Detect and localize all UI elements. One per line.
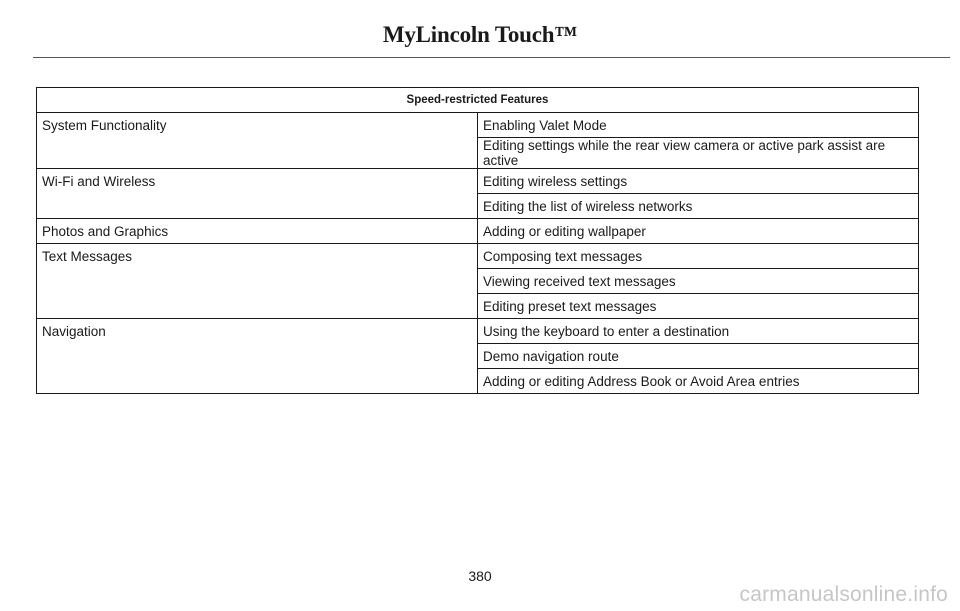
feature-cell: Composing text messages [478,244,919,269]
header-divider [33,57,950,58]
feature-cell: Adding or editing wallpaper [478,219,919,244]
feature-cell: Editing settings while the rear view camera or active park assist are active [478,138,919,169]
feature-cell: Editing preset text messages [478,294,919,319]
feature-cell: Using the keyboard to enter a destination [478,319,919,344]
feature-cell: Enabling Valet Mode [478,113,919,138]
page-number: 380 [468,568,492,584]
speed-restricted-features-table [36,87,919,394]
feature-cell: Editing wireless settings [478,169,919,194]
feature-cell: Adding or editing Address Book or Avoid Area entries [478,369,919,394]
category-cell: Navigation [37,319,478,394]
table-row [37,113,919,138]
page-title: MyLincoln Touch™ [382,22,578,47]
category-cell: Text Messages [37,244,478,319]
table-row [37,169,919,194]
watermark: carmanualsonline.info [739,583,948,606]
table-caption: Speed-restricted Features [37,88,919,113]
table-row [37,319,919,344]
table-row [37,219,919,244]
table-body [37,113,919,394]
category-cell: Photos and Graphics [37,219,478,244]
category-cell: Wi-Fi and Wireless [37,169,478,219]
feature-cell: Viewing received text messages [478,269,919,294]
feature-cell: Editing the list of wireless networks [478,194,919,219]
table-row [37,244,919,269]
feature-cell: Demo navigation route [478,344,919,369]
table-header-row [37,88,919,113]
category-cell: System Functionality [37,113,478,169]
